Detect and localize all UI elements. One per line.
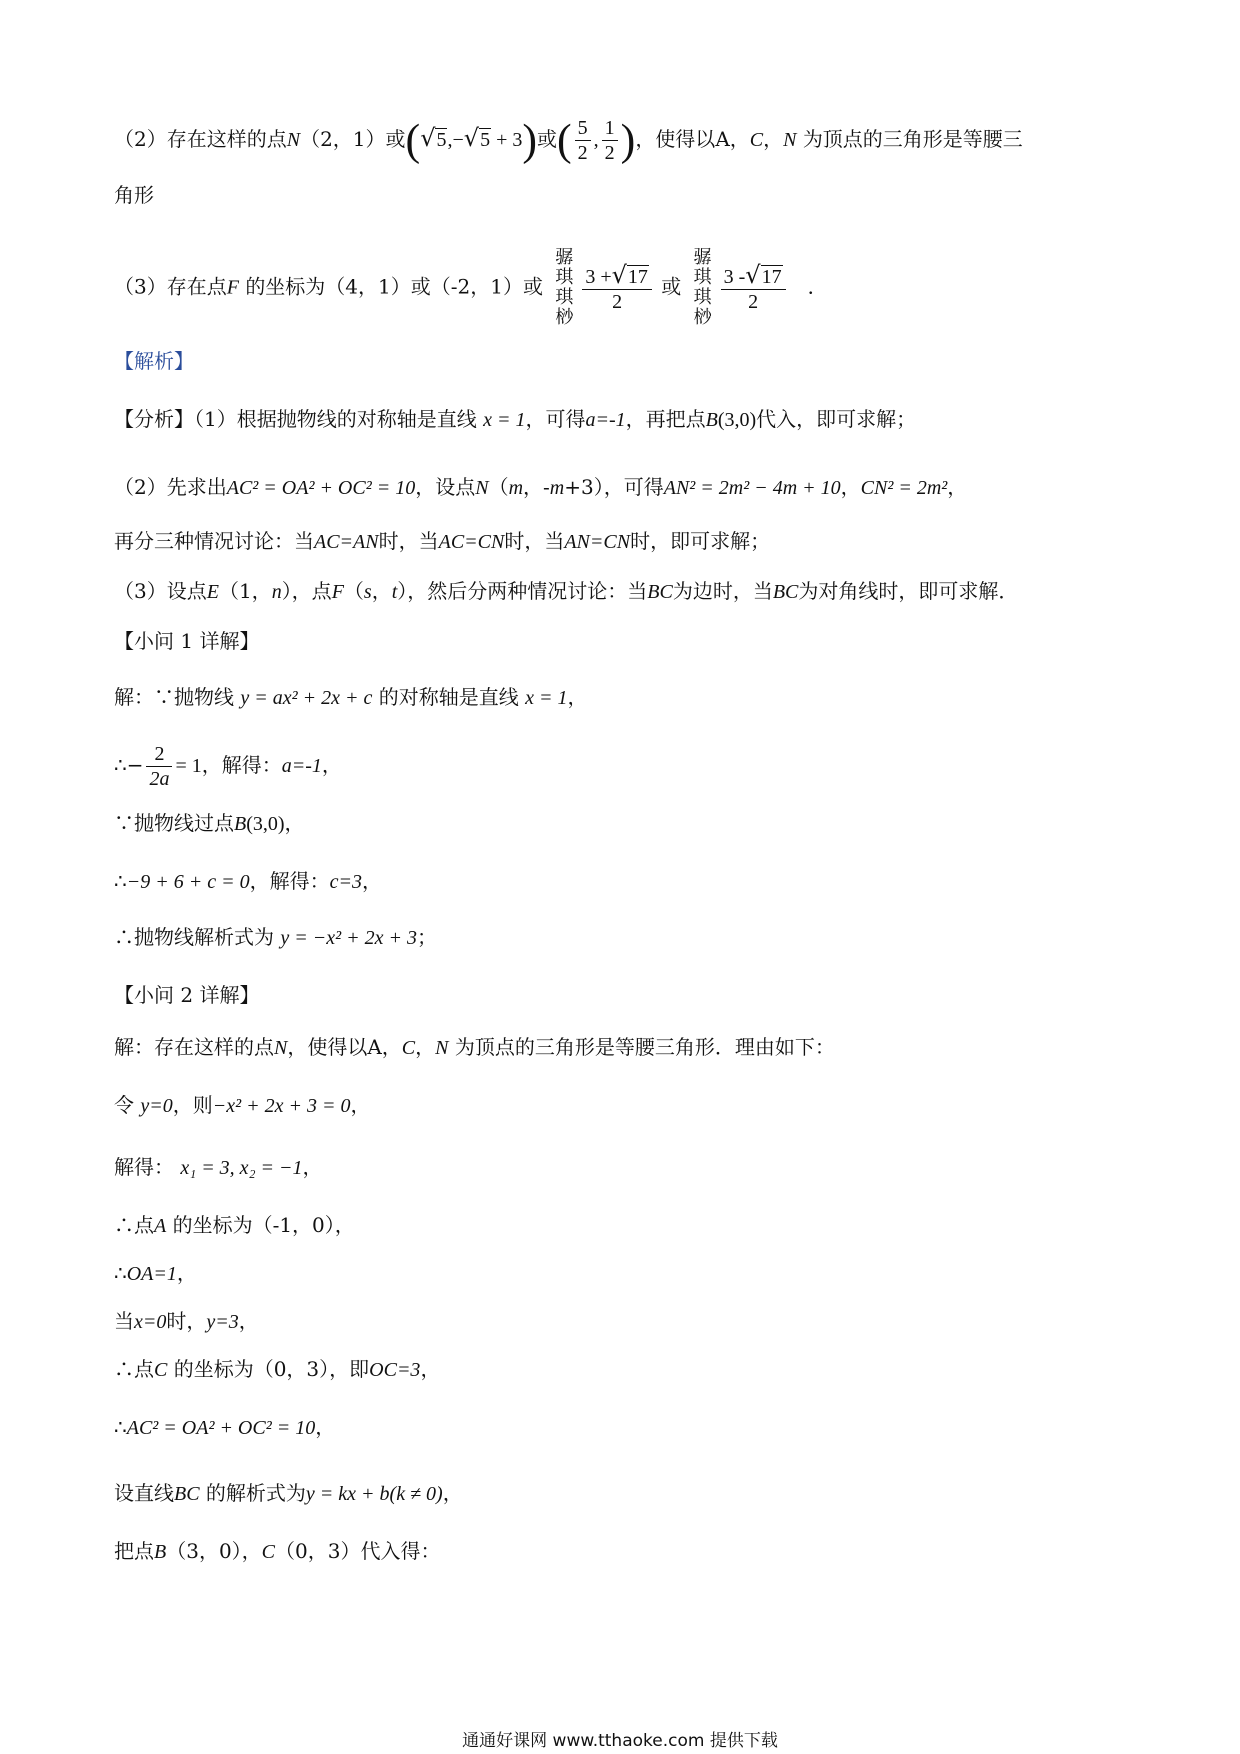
analysis-1: 【分析】（1）根据抛物线的对称轴是直线 x = 1，可得a=-1，再把点B(3,0)代入，即可求解； [114,407,917,431]
solution-1-line: ∴− $\frac{2}{2a}$ = 1，解得：a=-1， [114,743,342,790]
page-footer: 通通好课网 www.tthaoke.com 提供下载 [462,1731,778,1751]
answer-part2-continued: 角形 [114,183,154,207]
solution-2-line: 设直线BC 的解析式为y = kx + b(k ≠ 0)， [114,1481,463,1505]
solution-1-line: ∵抛物线过点B(3,0)， [114,811,305,835]
solution-2-line: ∴AC² = OA² + OC² = 10， [114,1415,336,1439]
fraction: $\frac{5}{2}$ [575,116,591,165]
subquestion-1-heading: 【小问 1 详解】 [114,629,260,653]
fraction: $\frac{2}{2a}$ [146,742,172,791]
garbled-bracket-glyphs: 骣 琪 琪 桫 [693,247,712,328]
jiexi-heading: 【解析】 [114,349,194,373]
solution-1-line: 解：∵抛物线 y = ax² + 2x + c 的对称轴是直线 x = 1， [114,685,588,709]
analysis-2-cont: 再分三种情况讨论：当AC=AN时，当AC=CN时，当AN=CN时，即可求解； [114,529,771,553]
solution-1-line: ∴−9 + 6 + c = 0，解得：c=3， [114,869,382,893]
solution-2-line: 当x=0时，y=3， [114,1309,259,1333]
solution-2-line: 解得： x₁ = 3, x₂ = −1， [114,1155,323,1179]
fraction: $\frac{3 +√17}{2}$ [582,263,652,314]
solution-2-line: ∴点C 的坐标为（0，3），即OC=3， [114,1357,441,1381]
answer-part3-line: （3）存在点F 的坐标为（4，1）或（-2，1）或 骣 琪 琪 桫 $\frac{3 +√17}{2}$ 或 骣 琪 琪 桫 $\frac{3 -√17}{2}$ ． [114,247,828,328]
analysis-2: （2）先求出AC² = OA² + OC² = 10，设点N（m，-m+3），可得AN² = 2m² − 4m + 10，CN² = 2m²， [114,475,968,499]
solution-2-line: ∴OA=1， [114,1261,197,1285]
garbled-bracket-glyphs: 骣 琪 琪 桫 [555,247,574,328]
answer-part2-line: （2）存在这样的点N（2，1）或(√5,−√5 + 3)或( $\frac{5}{2}$ , $\frac{1}{2}$ )，使得以A，C，N 为顶点的三角形是等腰三 [114,115,1023,165]
solution-1-line: ∴抛物线解析式为 y = −x² + 2x + 3； [114,925,437,949]
subquestion-2-heading: 【小问 2 详解】 [114,983,260,1007]
fraction: $\frac{3 -√17}{2}$ [721,263,786,314]
solution-2-line: 把点B（3，0），C（0，3）代入得： [114,1539,441,1563]
analysis-3: （3）设点E（1，n），点F（s，t），然后分两种情况讨论：当BC为边时，当BC为对角线时，即可求解． [114,579,1019,603]
solution-2-line: 解：存在这样的点N，使得以A，C，N 为顶点的三角形是等腰三角形．理由如下： [114,1035,835,1059]
solution-2-line: 令 y=0，则−x² + 2x + 3 = 0， [114,1093,371,1117]
solution-2-line: ∴点A 的坐标为（-1，0）， [114,1213,355,1237]
fraction: $\frac{1}{2}$ [602,116,618,165]
